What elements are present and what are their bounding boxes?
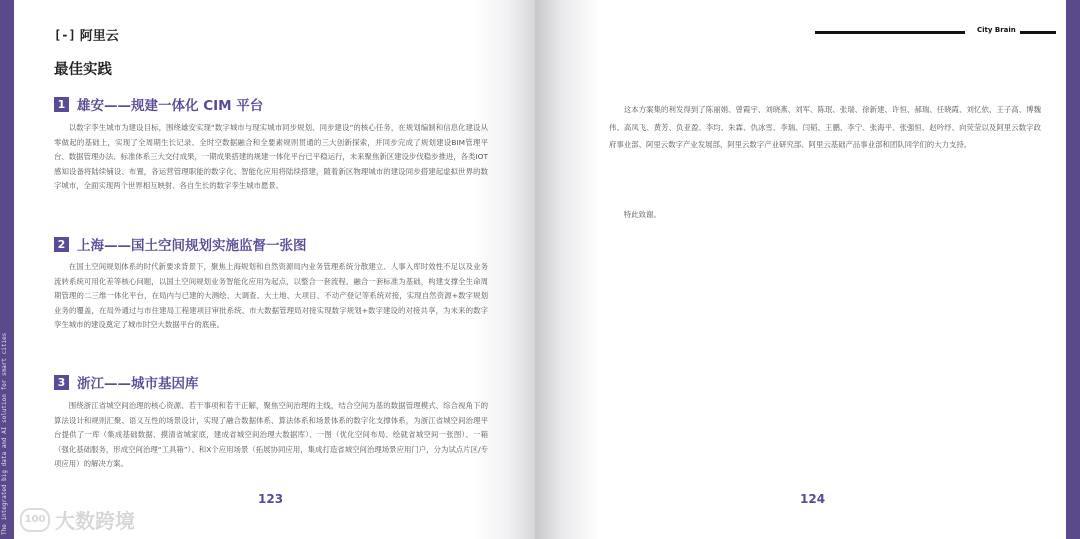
section-body-3: 围绕浙江省城空间治理的核心资源、若干事项和若干正解，聚焦空间治理的主线，结合空间为基的数据管理模式、综合视角下的算法设计和规则汇聚、语义互性的场景设计，实现了融合数据体系、算法体系和场景体系的数字化支撑体系，为浙江省城空间治理平台提供了一库（集成基础数据、摸清省城家底，建成省城空间治理大数据库）、一图（优化空间布局、绘就省城空间一张图）、一箱（强化基础服务，形成空间治理“工具箱”）、和X个应用场景（拓展协同应用，集成打造省城空间治理场景应用门户，分为试点片区/专项应用）的解决方案。 (54, 401, 488, 469)
closing-line: 特此致谢。 (623, 210, 661, 219)
watermark-text: 大数跨境 (55, 509, 135, 533)
section-number-badge: 3 (54, 375, 69, 390)
section-heading-3 (54, 372, 199, 392)
right-edge-bar (1066, 0, 1080, 539)
section-heading-text: 雄安——规建一体化 CIM 平台 (77, 98, 264, 114)
right-page (535, 0, 1066, 539)
aliyun-logo-icon: [-] (54, 27, 76, 42)
section-body-2: 在国土空间规划体系的时代新要求背景下，聚焦上海规划和自然资源局内业务管理系统分散建立、人事入库时效性不足以及业务流转系统可用化差等核心问题，以国土空间规划业务智能化应用为起点，以整合一套流程、融合一套标准为基础，构建支撑全生命周期管理的二三维一体化平台，在局内与已建的大测绘、大调查、大土地、大项目、不动产登记等系统对接，实现自然资源+数字规划业务的覆盖，在局外通过与市住建局工程建项目审批系统、市大数据管理局对接实现数字规划+数字建设的对接共享，为未来的数字孪生城市的建设奠定了城市时空大数据平台的底座。 (54, 262, 488, 330)
section-number-badge: 1 (54, 97, 69, 112)
section-number-badge: 2 (54, 237, 69, 252)
section-heading-1 (54, 94, 263, 114)
spine-text: The integrated big data and AI solution for smart cities (1, 332, 8, 535)
page-number-right: 124 (800, 492, 826, 506)
brand-tag: City Brain (977, 26, 1016, 34)
section-heading-text: 浙江——城市基因库 (77, 376, 199, 392)
left-page (14, 0, 535, 539)
watermark-badge-icon: 100 (20, 508, 50, 532)
section-body-1: 以数字孪生城市为建设目标，围绕雄安实现“数字城市与现实城市同步规划、同步建设”的核心任务，在规划编制和信息化建设从零做起的基础上，实现了全周期生长记录、全时空数据融合和全要素规则贯通的三大创新探索，并同步完成了规划建设BIM管理平台、数据管理办法、标准体系三大交付成果，一期成果搭建的规建一体化平台已平稳运行，未来聚焦新区建设步伐稳步推进，各类IOT感知设备将陆续铺设、布置，各运营管理职能的数字化、智能化应用将陆续搭建，随着新区物理城市的建设同步搭建起虚拟世界的数字城市，全面实现两个世界相互映射、各自生长的数字孪生城市愿景。 (54, 123, 488, 191)
acknowledgement-paragraph: 这本方案集的利发得到了陈丽娟、曾霞宇、刘晓燕、刘军、陈珉、张瑞、徐新建、许恒、郝瑞、任晓霞、刘忆依、王子高、博魏伟、高凤飞、黄芳、负亚盈、李均、朱霖、仇冰雪、李瑞、闫韬、王鹏、李宁、张海平、张强恒、赵吟纾、向荧莹以及阿里云数字政府事业部、阿里云数字产业发展部、阿里云数字产业研究部、阿里云基础产品事业部和团队同学们的大力支持。 (609, 105, 1041, 149)
left-edge-bar (0, 0, 14, 539)
watermark (20, 505, 135, 534)
aliyun-logo-text: 阿里云 (79, 29, 119, 44)
section-heading-text: 上海——国土空间规划实施监督一张图 (77, 238, 307, 254)
section-heading-2 (54, 234, 307, 254)
section-title: 最佳实践 (54, 62, 112, 78)
header-rule-short (1020, 31, 1056, 34)
header-rule (815, 31, 965, 34)
page-number-left: 123 (258, 492, 284, 506)
aliyun-logo (54, 25, 119, 44)
